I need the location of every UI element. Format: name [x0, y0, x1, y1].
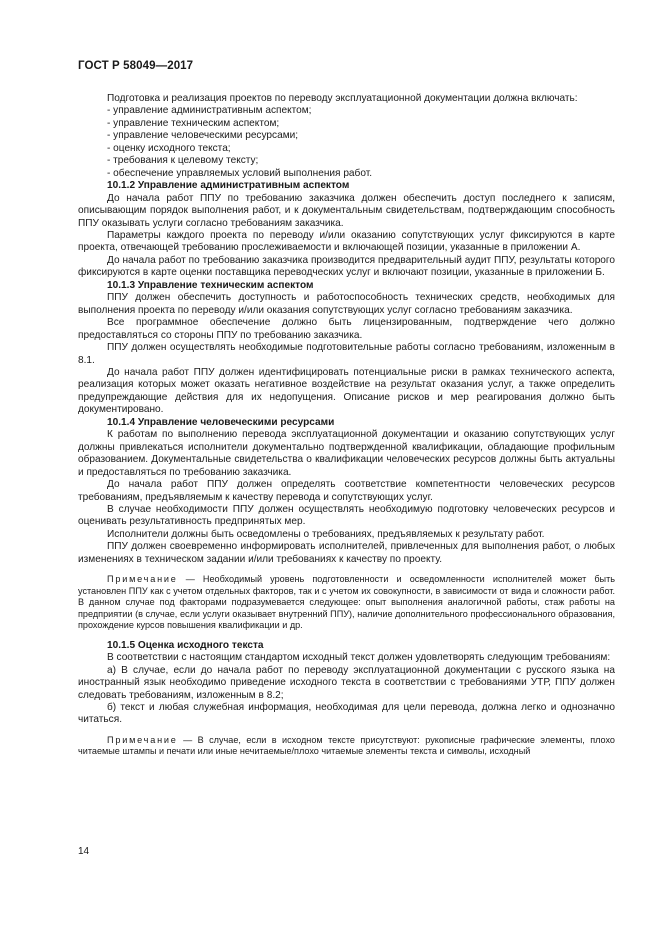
paragraph: До начала работ ППУ должен определять соответствие компетентности человеческих ресурсов требованиям, предъявляемым к качеству перевода и сопутствующих услуг.: [78, 479, 615, 503]
note-label: Примечание: [107, 574, 178, 585]
section-heading: 10.1.2 Управление административным аспектом: [107, 180, 350, 192]
paragraph: Параметры каждого проекта по переводу и/или оказанию сопутствующих услуг фиксируются в карте проекта, отвечающей требованию прослеживаемости и включающей позиции, указанные в приложении А.: [78, 229, 615, 254]
list-item: - оценку исходного текста;: [107, 142, 231, 154]
paragraph: ППУ должен осуществлять необходимые подготовительные работы согласно требованиям, изложенным в 8.1.: [78, 342, 615, 366]
note: [78, 735, 615, 758]
list-item: - управление техническим аспектом;: [107, 117, 280, 129]
paragraph: До начала работ по требованию заказчика производится предварительный аудит ППУ, результаты которого фиксируются в карте оценки поставщика переводческих услуг и включают позиции, указанные в приложении Б.: [78, 254, 615, 279]
paragraph: До начала работ ППУ должен идентифицировать потенциальные риски в рамках технического аспекта, реализация которых может оказать негативное воздействие на результат оказания услуг, а также определить предупреждающие действия для их недопущения. Описание рисков и мер реагирования должно быть документировано.: [78, 366, 615, 416]
note-text: — Необходимый уровень подготовленности и осведомленности исполнителей может быть установлен ППУ как с учетом отдельных факторов, так и с учетом их совокупности, в зависимости от вида и сложности работ. В данном случае под факторами подразумевается следующее: опыт выполнения аналогичной работы, стаж работы на предприятии (в случае, если услуги оказывает внутренний ППУ), наличие дополнительного профессионального образования, прохождение курсов повышения квалификации и др.: [78, 574, 615, 631]
paragraph: В случае необходимости ППУ должен осуществлять необходимую подготовку человеческих ресурсов и оценивать результативность предпринятых мер.: [78, 503, 615, 528]
paragraph: До начала работ ППУ по требованию заказчика должен обеспечить доступ последнего к записям, описывающим порядок выполнения работ, и к документальным свидетельствам, подтверждающим способность ППУ оказывать услуги согласно требованиям заказчика.: [78, 192, 615, 229]
page-content: [78, 93, 615, 766]
paragraph: В соответствии с настоящим стандартом исходный текст должен удовлетворять следующим требованиям:: [107, 652, 611, 664]
note-text: — В случае, если в исходном тексте присутствуют: рукописные графические элементы, плохо читаемые штампы и печати или иные нечитаемые/плохо читаемые элементы текста и символы, исходный: [78, 734, 615, 757]
list-item: - требования к целевому тексту;: [107, 155, 259, 167]
list-item: - управление административным аспектом;: [107, 105, 312, 117]
page-number: 14: [78, 846, 90, 857]
paragraph: ППУ должен обеспечить доступность и работоспособность технических средств, необходимых для выполнения проекта по переводу и/или оказания сопутствующих услуг согласно требованиям заказчика.: [78, 292, 615, 316]
note: [78, 574, 615, 632]
paragraph: Все программное обеспечение должно быть лицензированным, подтверждение чего должно предоставляться со стороны ППУ по требованию заказчика.: [78, 317, 615, 341]
paragraph: ППУ должен своевременно информировать исполнителей, привлеченных для выполнения работ, о любых изменениях в техническом задании и/или требованиях к качеству по проекту.: [78, 541, 615, 565]
section-heading: 10.1.3 Управление техническим аспектом: [107, 279, 314, 291]
section-heading: 10.1.5 Оценка исходного текста: [107, 639, 264, 651]
paragraph: б) текст и любая служебная информация, необходимая для цели перевода, должна легко и однозначно читаться.: [78, 701, 615, 726]
paragraph: Исполнители должны быть осведомлены о требованиях, предъявляемых к результату работ.: [107, 528, 545, 540]
note-label: Примечание: [107, 734, 178, 745]
list-item: - обеспечение управляемых условий выполнения работ.: [107, 167, 373, 179]
intro-lead: Подготовка и реализация проектов по переводу эксплуатационной документации должна включать:: [107, 93, 578, 104]
list-item: - управление человеческими ресурсами;: [107, 130, 299, 142]
section-heading: 10.1.4 Управление человеческими ресурсами: [107, 416, 335, 428]
paragraph: К работам по выполнению перевода эксплуатационной документации и оказанию сопутствующих услуг должны привлекаться исполнители документально подтвержденной квалификации, обладающие профильным образованием. Документальные свидетельства о квалификации человеческих ресурсов должны быть актуальны и предоставляться по требованию заказчика.: [78, 429, 615, 478]
document-header: ГОСТ Р 58049—2017: [78, 60, 194, 72]
paragraph: а) В случае, если до начала работ по переводу эксплуатационной документации с русского языка на иностранный язык необходимо приведение исходного текста в соответствии с требованиями УТР, ППУ должен следовать требованиям, изложенным в 8.2;: [78, 664, 615, 701]
